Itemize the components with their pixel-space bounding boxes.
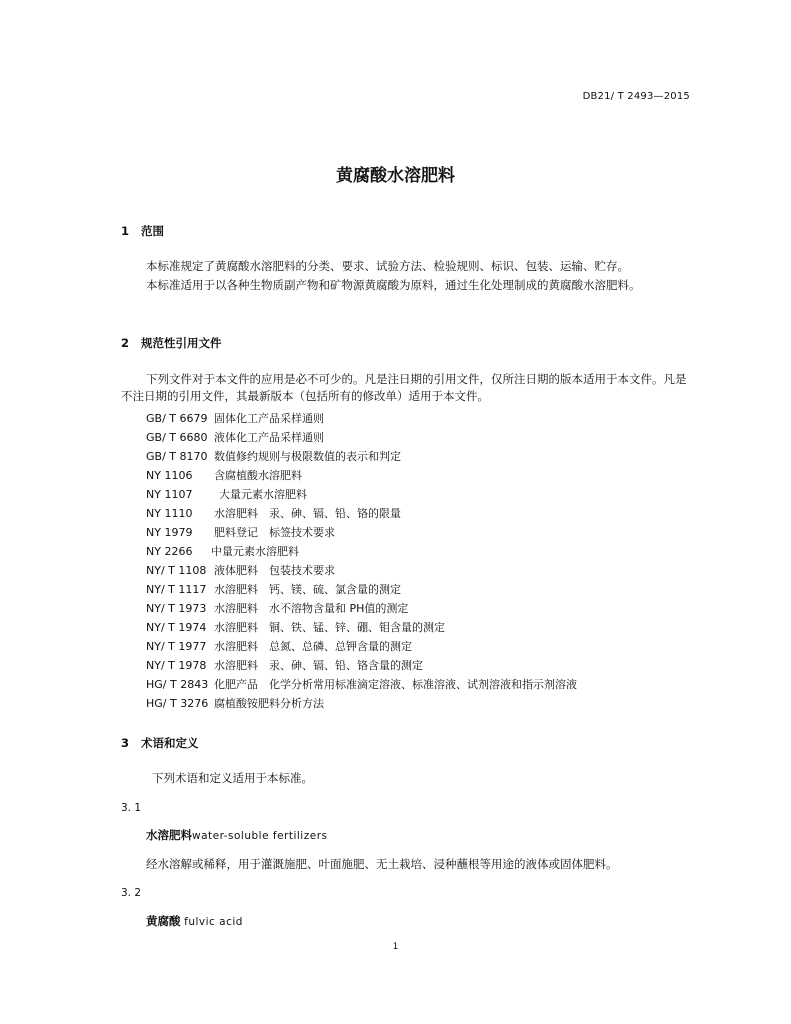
reference-item [146, 619, 445, 635]
reference-title: 腐植酸铵肥料分析方法 [214, 697, 324, 710]
term-name-cn: 黄腐酸 [146, 914, 181, 928]
reference-code: HG/ T 2843 [146, 678, 209, 691]
term-3-1-definition: 经水溶解或稀释，用于灌溉施肥、叶面施肥、无土栽培、浸种蘸根等用途的液体或固体肥料。 [146, 857, 618, 871]
reference-code: NY 1110 [146, 507, 193, 520]
reference-item [146, 600, 408, 616]
term-3-2 [146, 913, 243, 929]
reference-item [146, 543, 299, 559]
terms-intro: 下列术语和定义适用于本标准。 [152, 771, 313, 785]
reference-item [146, 467, 302, 483]
reference-code: NY/ T 1974 [146, 621, 207, 634]
reference-code: NY/ T 1973 [146, 602, 207, 615]
section-title: 规范性引用文件 [141, 336, 222, 350]
reference-item [146, 410, 324, 426]
section-title: 范围 [141, 224, 164, 238]
page-number: 1 [392, 942, 399, 952]
reference-title: 水溶肥料 水不溶物含量和 PH值的测定 [214, 602, 409, 615]
section-title: 术语和定义 [141, 736, 199, 750]
reference-code: NY/ T 1117 [146, 583, 207, 596]
scope-paragraph-1: 本标准规定了黄腐酸水溶肥料的分类、要求、试验方法、检验规则、标识、包装、运输、贮存。 [146, 259, 629, 273]
scope-paragraph-2: 本标准适用于以各种生物质副产物和矿物源黄腐酸为原料，通过生化处理制成的黄腐酸水溶肥料。 [146, 278, 641, 292]
reference-code: HG/ T 3276 [146, 697, 209, 710]
reference-code: NY/ T 1978 [146, 659, 207, 672]
reference-title: 液体肥料 包装技术要求 [214, 564, 335, 577]
reference-title: 大量元素水溶肥料 [219, 488, 307, 501]
section-3-heading [121, 735, 199, 751]
reference-code: GB/ T 6680 [146, 431, 208, 444]
reference-title: 水溶肥料 汞、砷、镉、铅、铬含量的测定 [214, 659, 423, 672]
reference-code: NY 1107 [146, 488, 193, 501]
reference-item [146, 486, 307, 502]
reference-item [146, 429, 324, 445]
reference-item [146, 505, 401, 521]
term-name-cn: 水溶肥料 [146, 828, 192, 842]
term-3-1-number: 3. 1 [121, 802, 142, 814]
references-intro-paragraph: 下列文件对于本文件的应用是必不可少的。凡是注日期的引用文件，仅所注日期的版本适用于本文件。凡是不注日期的引用文件，其最新版本（包括所有的修改单）适用于本文件。 [121, 372, 687, 403]
reference-title: 固体化工产品采样通则 [214, 412, 324, 425]
reference-code: NY 1979 [146, 526, 193, 539]
reference-code: GB/ T 6679 [146, 412, 208, 425]
section-number: 3 [121, 736, 130, 750]
reference-title: 水溶肥料 总氮、总磷、总钾含量的测定 [214, 640, 412, 653]
reference-item [146, 695, 324, 711]
reference-item [146, 657, 423, 673]
reference-item [146, 448, 401, 464]
reference-item [146, 638, 412, 654]
reference-item [146, 676, 577, 692]
reference-title: 数值修约规则与极限数值的表示和判定 [214, 450, 401, 463]
term-name-en: water-soluble fertilizers [192, 830, 328, 842]
section-number: 1 [121, 224, 130, 238]
reference-item [146, 562, 335, 578]
standard-code: DB21/ T 2493—2015 [582, 91, 690, 102]
reference-code: GB/ T 8170 [146, 450, 208, 463]
reference-code: NY 2266 [146, 545, 193, 558]
reference-title: 肥料登记 标签技术要求 [214, 526, 335, 539]
term-name-en: fulvic acid [184, 916, 243, 928]
reference-item [146, 524, 335, 540]
reference-code: NY/ T 1977 [146, 640, 207, 653]
reference-title: 化肥产品 化学分析常用标准滴定溶液、标准溶液、试剂溶液和指示剂溶液 [214, 678, 577, 691]
document-title: 黄腐酸水溶肥料 [336, 166, 455, 186]
reference-title: 含腐植酸水溶肥料 [214, 469, 302, 482]
reference-title: 液体化工产品采样通则 [214, 431, 324, 444]
section-1-heading [121, 223, 164, 239]
reference-title: 水溶肥料 钙、镁、硫、氯含量的测定 [214, 583, 401, 596]
reference-title: 中量元素水溶肥料 [211, 545, 299, 558]
section-1-body [121, 258, 691, 293]
section-2-intro [121, 371, 691, 405]
section-number: 2 [121, 336, 130, 350]
reference-code: NY 1106 [146, 469, 193, 482]
reference-title: 水溶肥料 汞、砷、镉、铅、铬的限量 [214, 507, 401, 520]
section-2-heading [121, 335, 222, 351]
reference-item [146, 581, 401, 597]
reference-code: NY/ T 1108 [146, 564, 207, 577]
term-3-1 [146, 827, 327, 843]
term-3-2-number: 3. 2 [121, 887, 142, 899]
reference-title: 水溶肥料 铜、铁、锰、锌、硼、钼含量的测定 [214, 621, 445, 634]
